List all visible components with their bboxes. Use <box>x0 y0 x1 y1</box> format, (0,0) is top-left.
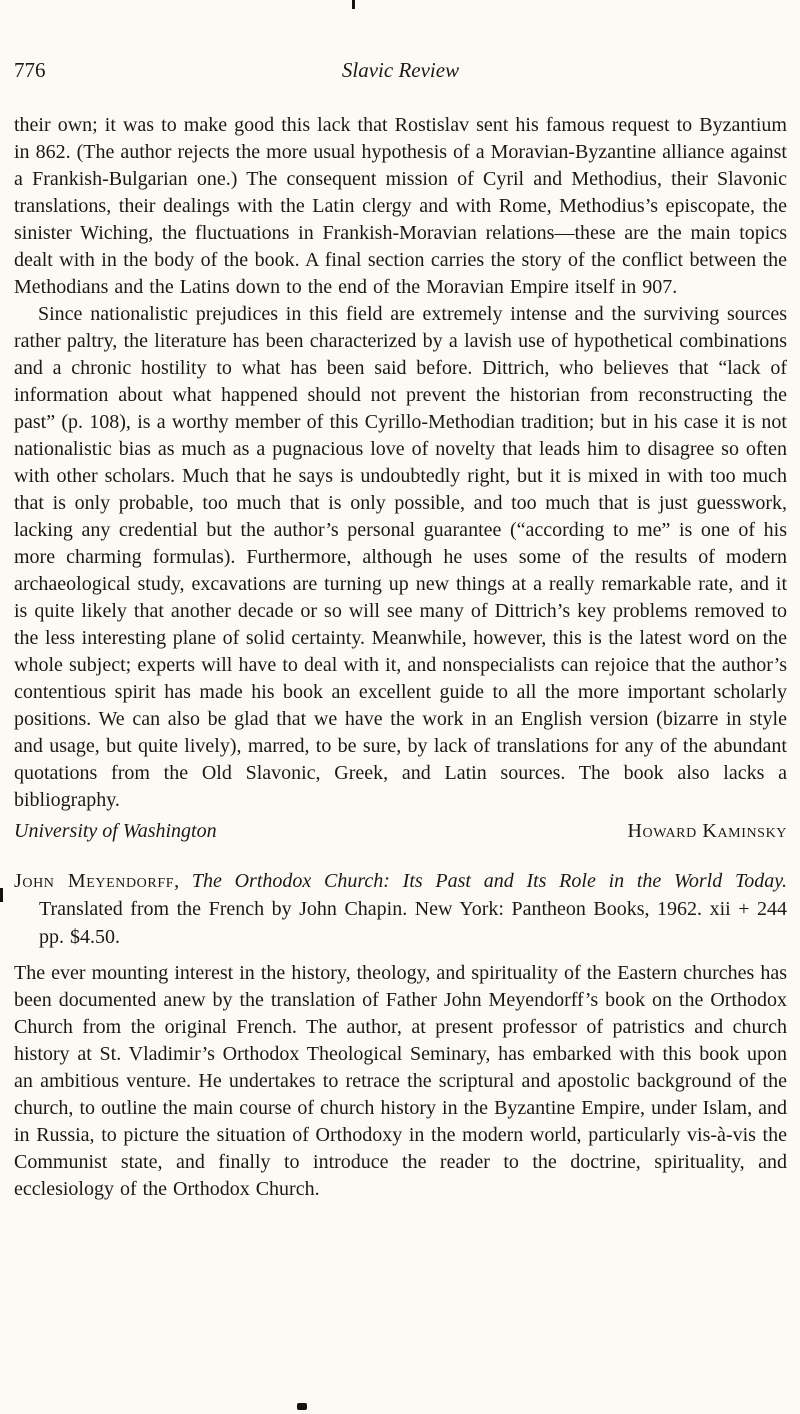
scan-artifact-left-edge <box>0 888 3 902</box>
page-number: 776 <box>14 58 46 82</box>
citation-author-name: John Meyendorff <box>14 870 175 892</box>
citation-book-title: The Orthodox Church: Its Past and Its Role in the World Today. <box>191 870 788 892</box>
second-review-body <box>14 960 787 1203</box>
review-citation <box>14 867 787 951</box>
running-head <box>14 58 787 88</box>
first-review-body <box>14 112 787 814</box>
reviewer-byline <box>14 818 787 845</box>
review-paragraph: Since nationalistic prejudices in this field are extremely intense and the surviving sources rather paltry, the literature has been characterized by a lavish use of hypothetical combinations and a chronic hostility to what has been said before. Dittrich, who believes that “lack of information about what happened should not prevent the historian from reconstructing the past” (p. 108), is a worthy member of this Cyrillo-Methodian tradition; but in his case it is not nationalistic bias as much as a pugnacious love of novelty that leads him to disagree so often with other scholars. Much that he says is undoubtedly right, but it is mixed in with too much that is only probable, too much that is only possible, and too much that is just guesswork, lacking any credential but the author’s personal guarantee (“according to me” is one of his more charming formulas). Furthermore, although he uses some of the results of modern archaeological study, excavations are turning up new things at a really remarkable rate, and it is quite likely that another decade or so will see many of Dittrich’s key problems removed to the less interesting plane of solid certainty. Meanwhile, however, this is the latest word on the whole subject; experts will have to deal with it, and nonspecialists can rejoice that the author’s contentious spirit has made his book an excellent guide to all the more important scholarly positions. We can also be glad that we have the work in an English version (bizarre in style and usage, but quite lively), marred, to be sure, by lack of translations for any of the abundant quotations from the Old Slavonic, Greek, and Latin sources. The book also lacks a bibliography. <box>14 303 787 811</box>
scan-artifact-top <box>352 0 355 9</box>
journal-title: Slavic Review <box>341 58 460 82</box>
citation-separator: , <box>174 870 192 892</box>
citation-details: Translated from the French by John Chapin. New York: Pantheon Books, 1962. xii + 244 pp. $4.50. <box>39 898 787 948</box>
reviewer-affiliation: University of Washington <box>14 820 217 842</box>
review-paragraph: their own; it was to make good this lack that Rostislav sent his famous request to Byzantium in 862. (The author rejects the more usual hypothesis of a Moravian-Byzantine alliance against a Frankish-Bulgarian one.) The consequent mission of Cyril and Methodius, their Slavonic translations, their dealings with the Latin clergy and with Rome, Methodius’s episcopate, the sinister Wiching, the fluctuations in Frankish-Moravian relations—these are the main topics dealt with in the body of the book. A final section carries the story of the conflict between the Methodians and the Latins down to the end of the Moravian Empire itself in 907. <box>14 114 787 298</box>
scan-artifact-bottom <box>297 1403 307 1410</box>
reviewer-name: Howard Kaminsky <box>627 820 787 842</box>
review-paragraph: The ever mounting interest in the history, theology, and spirituality of the Eastern churches has been documented anew by the translation of Father John Meyendorff’s book on the Orthodox Church from the original French. The author, at present professor of patristics and church history at St. Vladimir’s Orthodox Theological Seminary, has embarked with this book upon an ambitious venture. He undertakes to retrace the scriptural and apostolic background of the church, to outline the main course of church history in the Byzantine Empire, under Islam, and in Russia, to picture the situation of Orthodoxy in the modern world, particularly vis-à-vis the Communist state, and finally to introduce the reader to the doctrine, spirituality, and ecclesiology of the Orthodox Church. <box>14 962 787 1200</box>
